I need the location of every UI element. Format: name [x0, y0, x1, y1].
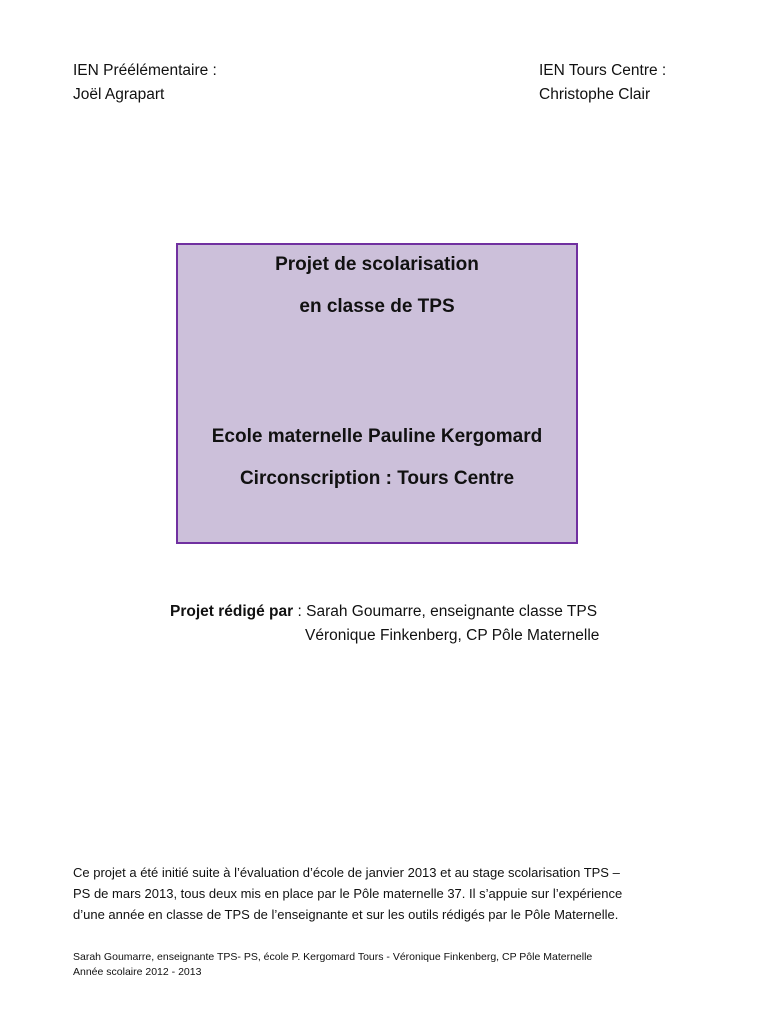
authors-label: Projet rédigé par — [170, 603, 294, 620]
school-name: Ecole maternelle Pauline Kergomard — [211, 426, 543, 447]
title-line-2: en classe de TPS — [299, 296, 455, 317]
footer-line-1: Sarah Goumarre, enseignante TPS- PS, école P. Kergomard Tours - Véronique Finkenberg, CP Pôle Maternelle — [73, 951, 593, 963]
intro-paragraph — [73, 862, 693, 925]
intro-line-3: d’une année en classe de TPS de l’enseignante et sur les outils rédigés par le Pôle Maternelle. — [73, 907, 619, 922]
intro-line-1: Ce projet a été initié suite à l’évaluation d’école de janvier 2013 et au stage scolarisation TPS – — [73, 865, 620, 880]
page-footer — [73, 950, 592, 980]
header-left-line1: IEN Préélémentaire : — [73, 62, 217, 79]
header-right — [539, 59, 666, 107]
intro-line-2: PS de mars 2013, tous deux mis en place par le Pôle maternelle 37. Il s’appuie sur l’expérience — [73, 886, 623, 901]
title-box — [176, 243, 578, 544]
author-1: Sarah Goumarre, enseignante classe TPS — [306, 603, 598, 620]
header-right-line2: Christophe Clair — [539, 86, 651, 103]
authors-line-2 — [305, 624, 599, 648]
header-right-line1: IEN Tours Centre : — [539, 62, 667, 79]
header-left — [73, 59, 217, 107]
header-left-line2: Joël Agrapart — [73, 86, 165, 103]
authors-line-1 — [170, 600, 597, 624]
title-line-1: Projet de scolarisation — [275, 254, 479, 275]
authors-separator: : — [293, 603, 307, 620]
circonscription: Circonscription : Tours Centre — [239, 468, 515, 489]
footer-line-2: Année scolaire 2012 - 2013 — [73, 966, 202, 978]
author-2: Véronique Finkenberg, CP Pôle Maternelle — [305, 627, 600, 644]
